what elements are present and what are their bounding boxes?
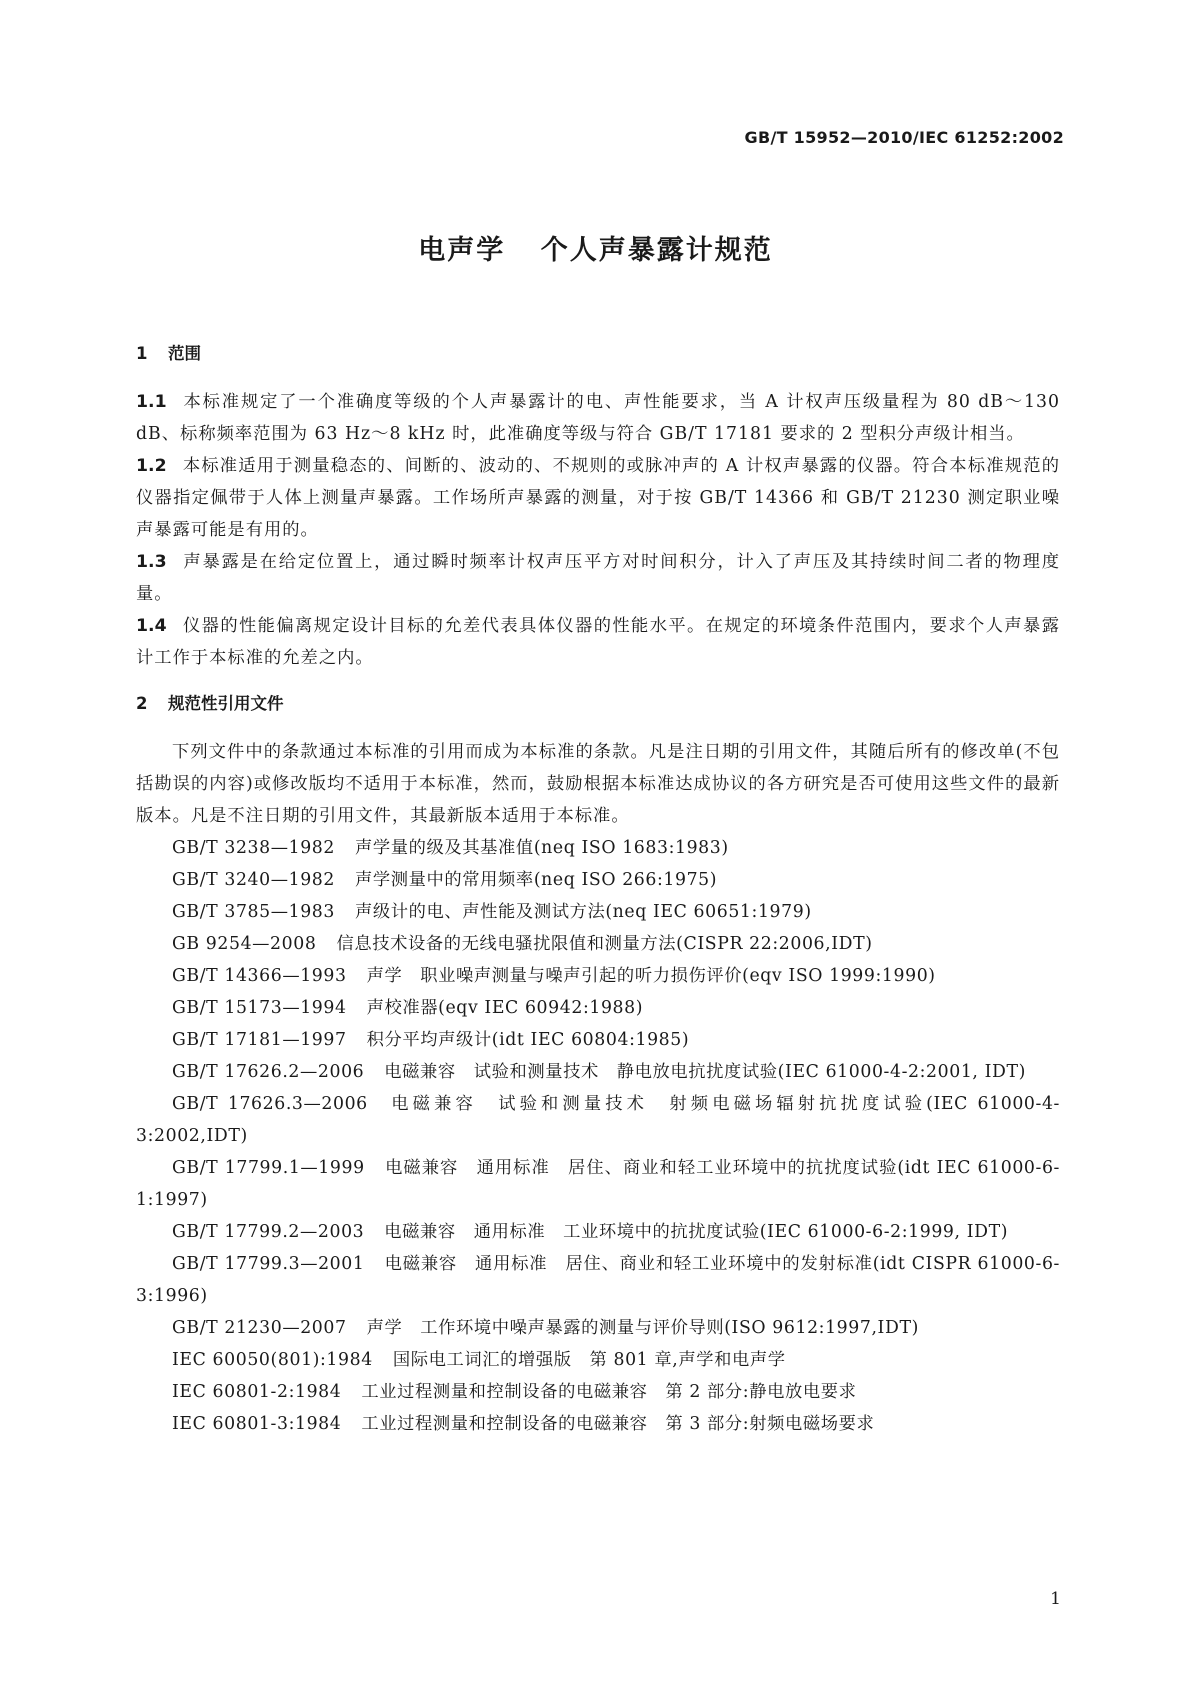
reference-item — [136, 1376, 1060, 1408]
reference-item — [136, 1088, 1060, 1152]
reference-code: GB/T 3238—1982 — [172, 838, 335, 858]
reference-item — [136, 1248, 1060, 1312]
reference-title: 信息技术设备的无线电骚扰限值和测量方法(CISPR 22:2006,IDT) — [336, 934, 873, 954]
document-title: 电声学 个人声暴露计规范 — [418, 235, 773, 266]
clause-1-4 — [136, 610, 1060, 674]
clause-text: 本标准规定了一个准确度等级的个人声暴露计的电、声性能要求，当 A 计权声压级量程为 80 dB～130 dB、标称频率范围为 63 Hz～8 kHz 时，此准确度等级与符合 GB/T 17181 要求的 2 型积分声级计相当。 — [136, 392, 1060, 444]
reference-title: 电磁兼容 试验和测量技术 静电放电抗扰度试验(IEC 61000-4-2:2001, IDT) — [384, 1062, 1026, 1082]
section-title: 规范性引用文件 — [168, 694, 284, 713]
clause-number: 1.1 — [136, 392, 167, 412]
clause-text: 本标准适用于测量稳态的、间断的、波动的、不规则的或脉冲声的 A 计权声暴露的仪器。符合本标准规范的仪器指定佩带于人体上测量声暴露。工作场所声暴露的测量，对于按 GB/T 14366 和 GB/T 21230 测定职业噪声暴露可能是有用的。 — [136, 456, 1060, 540]
reference-item — [136, 1344, 1060, 1376]
reference-title: 电磁兼容 试验和测量技术 射频电磁场辐射抗扰度试验(IEC 61000-4-3:2002,IDT) — [136, 1094, 1060, 1146]
clause-text: 声暴露是在给定位置上，通过瞬时频率计权声压平方对时间积分，计入了声压及其持续时间二者的物理度量。 — [136, 552, 1060, 604]
reference-code: GB 9254—2008 — [172, 934, 317, 954]
reference-title: 声校准器(eqv IEC 60942:1988) — [366, 998, 644, 1018]
reference-title: 工业过程测量和控制设备的电磁兼容 第 2 部分:静电放电要求 — [361, 1382, 857, 1402]
reference-title: 积分平均声级计(idt IEC 60804:1985) — [366, 1030, 690, 1050]
clause-text: 仪器的性能偏离规定设计目标的允差代表具体仪器的性能水平。在规定的环境条件范围内，要求个人声暴露计工作于本标准的允差之内。 — [136, 616, 1060, 668]
reference-item — [136, 960, 1060, 992]
standard-code: GB/T 15952—2010/IEC 61252:2002 — [744, 128, 1064, 147]
reference-code: GB/T 17626.3—2006 — [172, 1094, 368, 1114]
reference-item — [136, 864, 1060, 896]
reference-code: GB/T 17799.3—2001 — [172, 1254, 365, 1274]
reference-code: GB/T 17799.1—1999 — [172, 1158, 365, 1178]
reference-code: GB/T 3785—1983 — [172, 902, 335, 922]
reference-title: 电磁兼容 通用标准 居住、商业和轻工业环境中的发射标准(idt CISPR 61000-6-3:1996) — [136, 1254, 1060, 1306]
reference-title: 国际电工词汇的增强版 第 801 章,声学和电声学 — [392, 1350, 786, 1370]
section-2-heading — [136, 688, 1060, 720]
reference-item — [136, 1056, 1060, 1088]
clause-number: 1.4 — [136, 616, 167, 636]
reference-title: 声级计的电、声性能及测试方法(neq IEC 60651:1979) — [355, 902, 812, 922]
reference-item — [136, 1024, 1060, 1056]
reference-item — [136, 1216, 1060, 1248]
reference-item — [136, 896, 1060, 928]
reference-code: GB/T 21230—2007 — [172, 1318, 347, 1338]
clause-1-3 — [136, 546, 1060, 610]
reference-item — [136, 928, 1060, 960]
section-number: 1 — [136, 344, 148, 363]
section-2-intro: 下列文件中的条款通过本标准的引用而成为本标准的条款。凡是注日期的引用文件，其随后所有的修改单(不包括勘误的内容)或修改版均不适用于本标准，然而，鼓励根据本标准达成协议的各方研究是否可使用这些文件的最新版本。凡是不注日期的引用文件，其最新版本适用于本标准。 — [136, 742, 1060, 826]
reference-code: GB/T 17626.2—2006 — [172, 1062, 365, 1082]
reference-title: 电磁兼容 通用标准 居住、商业和轻工业环境中的抗扰度试验(idt IEC 61000-6-1:1997) — [136, 1158, 1060, 1210]
section-number: 2 — [136, 694, 148, 713]
section-1-heading — [136, 338, 1060, 370]
reference-code: IEC 60801-2:1984 — [172, 1382, 342, 1402]
reference-title: 声学 工作环境中噪声暴露的测量与评价导则(ISO 9612:1997,IDT) — [366, 1318, 919, 1338]
reference-title: 声学测量中的常用频率(neq ISO 266:1975) — [355, 870, 718, 890]
reference-code: GB/T 3240—1982 — [172, 870, 335, 890]
clause-number: 1.3 — [136, 552, 167, 572]
clause-1-1 — [136, 386, 1060, 450]
reference-code: GB/T 17799.2—2003 — [172, 1222, 365, 1242]
reference-code: GB/T 14366—1993 — [172, 966, 347, 986]
reference-title: 声学 职业噪声测量与噪声引起的听力损伤评价(eqv ISO 1999:1990) — [366, 966, 936, 986]
reference-item — [136, 1312, 1060, 1344]
reference-title: 电磁兼容 通用标准 工业环境中的抗扰度试验(IEC 61000-6-2:1999, IDT) — [384, 1222, 1009, 1242]
reference-code: GB/T 15173—1994 — [172, 998, 347, 1018]
document-body — [136, 338, 1060, 1440]
clause-1-2 — [136, 450, 1060, 546]
reference-item — [136, 992, 1060, 1024]
reference-code: GB/T 17181—1997 — [172, 1030, 347, 1050]
reference-code: IEC 60801-3:1984 — [172, 1414, 342, 1434]
reference-title: 工业过程测量和控制设备的电磁兼容 第 3 部分:射频电磁场要求 — [361, 1414, 875, 1434]
clause-number: 1.2 — [136, 456, 167, 476]
page-number: 1 — [1050, 1589, 1061, 1609]
reference-title: 声学量的级及其基准值(neq ISO 1683:1983) — [355, 838, 729, 858]
reference-code: IEC 60050(801):1984 — [172, 1350, 373, 1370]
section-title: 范围 — [168, 344, 201, 363]
reference-item — [136, 1152, 1060, 1216]
reference-item — [136, 1408, 1060, 1440]
reference-item — [136, 832, 1060, 864]
